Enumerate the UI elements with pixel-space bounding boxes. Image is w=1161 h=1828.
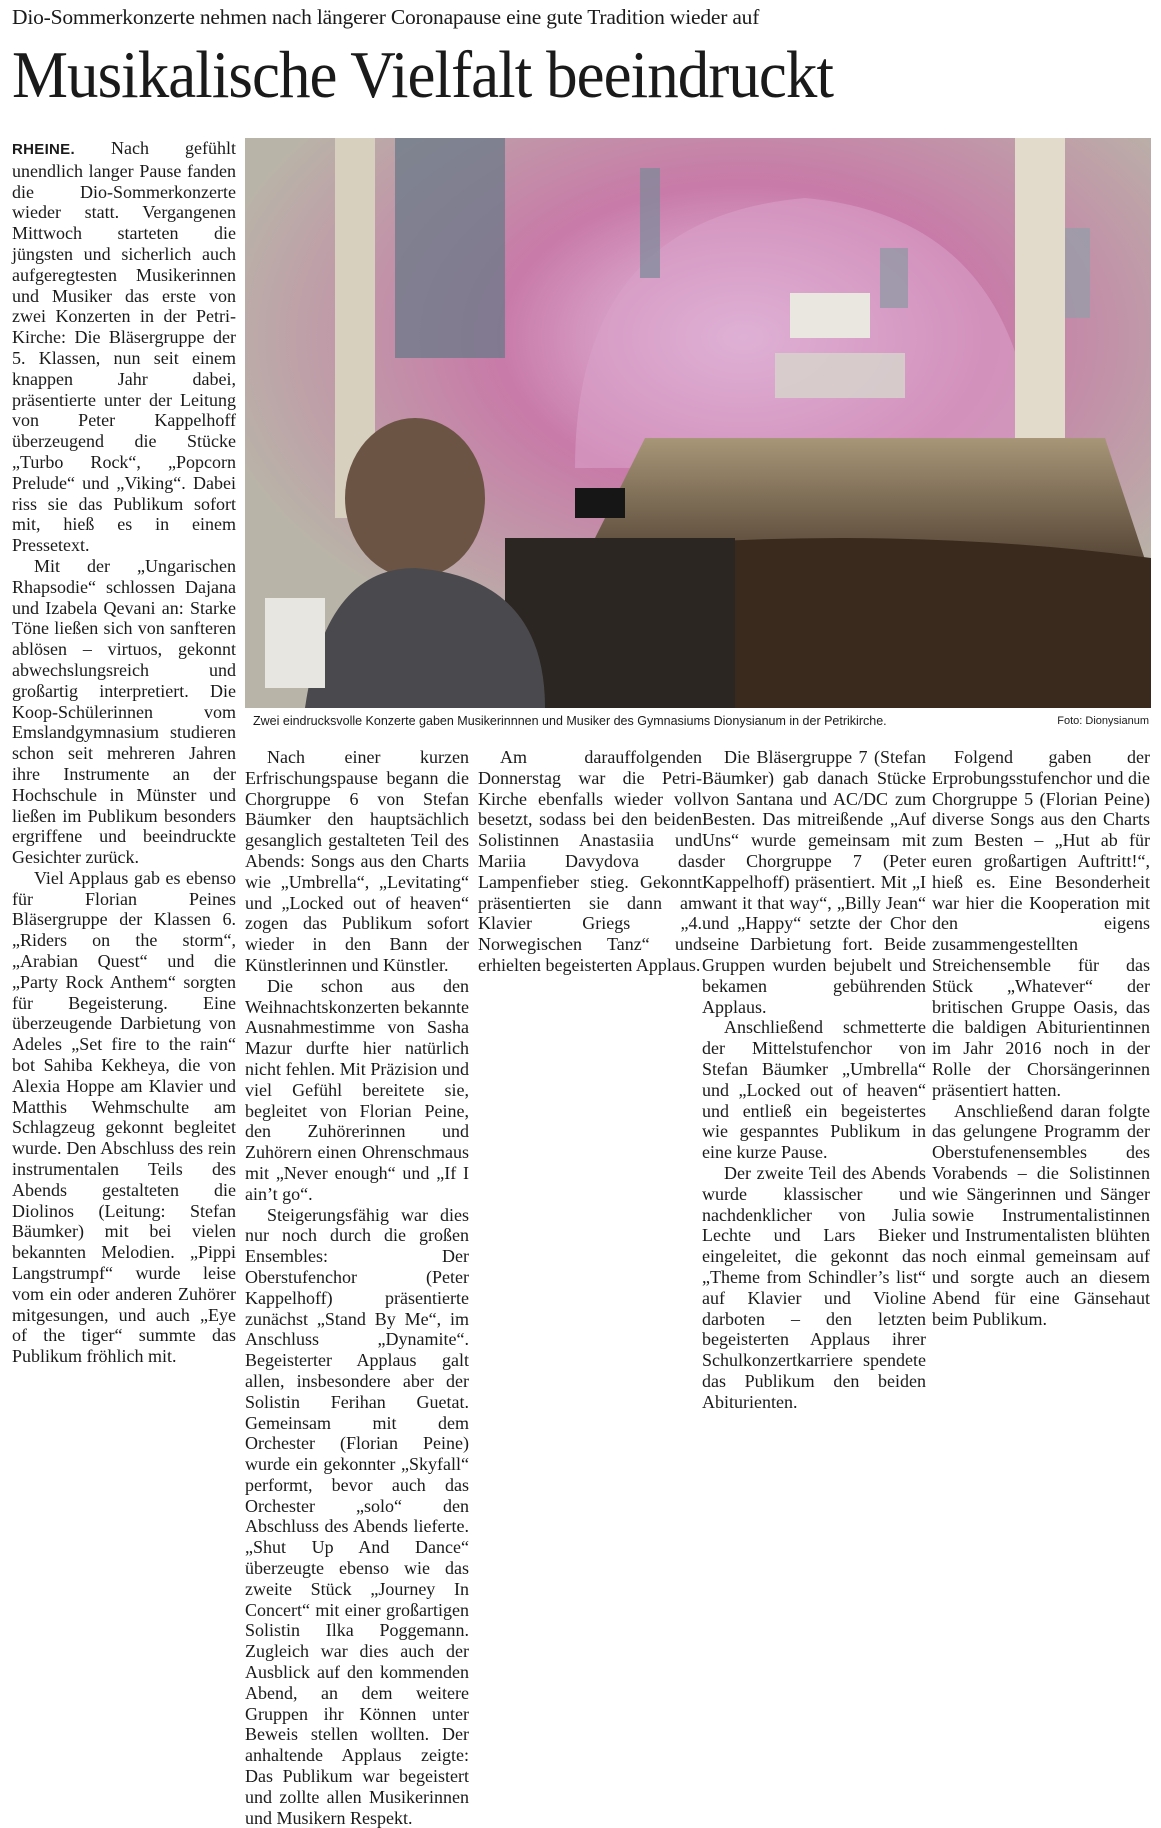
article-column-4 — [702, 747, 926, 1413]
article-column-1 — [12, 138, 236, 1367]
article-paragraph — [12, 138, 236, 556]
article-paragraph: Anschließend daran folgte das gelungene Programm der Oberstufenensembles des Vorabends – die Solistinnen wie Sängerinnen und Sänger sowie Instrumentalistinnen und Instrumentalisten blühten noch einmal gemeinsam auf und sorgte auch an diesem Abend für eine Gänsehaut beim Publikum. — [932, 1100, 1150, 1329]
article-paragraph: Steigerungsfähig war dies nur noch durch die großen Ensembles: Der Oberstufenchor (Peter Kappelhoff) präsentierte zunächst „Stand By Me“, im Anschluss „Dynamite“. Begeisterter Applaus galt allen, insbesondere aber der Solistin Ferihan Guetat. Gemeinsam mit dem Orchester (Florian Peine) wurde ein gekonnter „Skyfall“ performt, bevor auch das Orchester „solo“ den Abschluss des Abends lieferte. „Shut Up And Dance“ überzeugte ebenso wie das zweite Stück „Journey In Concert“ mit einer großartigen Solistin Ilka Poggemann. Zugleich war dies auch der Ausblick auf den kommenden Abend, an dem weitere Gruppen ihr Können unter Beweis stellen wollten. Der anhaltende Applaus zeigte: Das Publikum war begeistert und zollte allen Musikerinnen und Musikern Respekt. — [245, 1204, 469, 1828]
article-column-2 — [245, 747, 469, 1828]
article-paragraph: Nach einer kurzen Erfrischungspause begann die Chorgruppe 6 von Stefan Bäumker den hauptsächlich gesanglich gestalteten Teil des Abends: Songs aus den Charts wie „Umbrella“, „Levitating“ und „Locked out of heaven“ zogen das Publikum sofort wieder in den Bann der Künstlerinnen und Künstler. — [245, 747, 469, 975]
article-column-5 — [932, 747, 1150, 1329]
photo-caption — [245, 711, 1151, 733]
article-paragraph: Mit der „Ungarischen Rhapsodie“ schlossen Dajana und Izabela Qevani an: Starke Töne ließen sich von sanfteren ablösen – virtuos, gekonnt abwechslungsreich und großartig interpretiert. Die Koop-Schülerinnen vom Emslandgymnasium studieren schon seit mehreren Jahren ihre Instrumente an der Hochschule in Münster und ließen im Publikum besonders ergriffene und beeindruckte Gesichter zurück. — [12, 555, 236, 868]
article-paragraph: Die Bläsergruppe 7 (Stefan Bäumker) gab danach Stücke von Santana und AC/DC zum Besten. Das mitreißende „Auf Uns“ wurde gemeinsam mit der Chorgruppe 7 (Peter Kappelhoff) präsentiert. Mit „I want it that way“, „Billy Jean“ und „Happy“ setzte der Chor seine Darbietung fort. Beide Gruppen wurden bejubelt und bekamen gebührenden Applaus. — [702, 747, 926, 1017]
kicker-line: Dio-Sommerkonzerte nehmen nach längerer Coronapause eine gute Tradition wieder auf — [12, 5, 760, 29]
stained-glass-window — [395, 138, 505, 358]
dateline: RHEINE. — [12, 141, 75, 158]
article-paragraph: Die schon aus den Weihnachtskonzerten bekannte Ausnahmestimme von Sasha Mazur durfte hier natürlich nicht fehlen. Mit Präzision und viel Gefühl bereitete sie, begleitet von Florian Peine, den Zuhörerinnen und Zuhörern einen Ohrenschmaus mit „Never enough“ und „If I ain’t go“. — [245, 975, 469, 1204]
article-photo — [245, 138, 1151, 708]
headline: Musikalische Vielfalt beeindruckt — [12, 38, 834, 112]
article-paragraph: Viel Applaus gab es ebenso für Florian Peines Bläsergruppe der Klassen 6. „Riders on the storm“, „Arabian Quest“ und die „Party Rock Anthem“ sorgten für Begeisterung. Eine überzeugende Darbietung von Adeles „Set fire to the rain“ bot Sahiba Kekheya, die von Alexia Hoppe am Klavier und Matthis Wehmschulte am Schlagzeug gekonnt begleitet wurde. Den Abschluss des rein instrumentalen Teils des Abends gestalteten die Diolinos (Leitung: Stefan Bäumker) mit bei vielen bekannten Melodien. „Pippi Langstrumpf“ wurde leise vom ein oder anderen Zuhörer mitgesungen, und auch „Eye of the tiger“ summte das Publikum fröhlich mit. — [12, 867, 236, 1367]
projection-screen — [790, 293, 870, 338]
church-concert-photo — [245, 138, 1151, 708]
article-column-3 — [478, 747, 702, 976]
article-paragraph: Der zweite Teil des Abends wurde klassischer und nachdenklicher von Julia Lechte und Lars Bieker eingeleitet, die gekonnt das „Theme from Schindler’s list“ auf Klavier und Violine darboten – den letzten begeisterten Applaus ihrer Schulkonzertkarriere spendete das Publikum den beiden Abiturienten. — [702, 1162, 926, 1412]
article-paragraph: Anschließend schmetterte der Mittelstufenchor von Stefan Bäumker „Umbrella“ und „Locked out of heaven“ und entließ ein begeistertes wie gespanntes Publikum in eine kurze Pause. — [702, 1017, 926, 1163]
paragraph-text: Nach gefühlt unendlich langer Pause fanden die Dio-Sommerkonzerte wieder statt. Vergangenen Mittwoch starteten die jüngsten und sicherlich auch aufgeregtesten Musikerinnen und Musiker das erste von zwei Konzerten in der Petri-Kirche: Die Bläsergruppe der 5. Klassen, nun seit einem knappen Jahr dabei, präsentierte unter der Leitung von Peter Kappelhoff überzeugend die Stücke „Turbo Rock“, „Popcorn Prelude“ und „Viking“. Dabei riss sie das Publikum sofort mit, hieß es in einem Pressetext. — [12, 138, 237, 556]
photographer-head — [345, 418, 485, 578]
article-paragraph: Folgend gaben der Erprobungsstufenchor und die Chorgruppe 5 (Florian Peine) diverse Songs aus den Charts zum Besten – „Hut ab für euren großartigen Auftritt!“, hieß es. Eine Besonderheit war hier die Kooperation mit den eigens zusammengestellten Streichensemble für das Stück „Whatever“ der britischen Gruppe Oasis, das die baldigen Abiturientinnen im Jahr 2016 noch in der Rolle der Chorsängerinnen präsentiert hatten. — [932, 747, 1150, 1100]
caption-text: Zwei eindrucksvolle Konzerte gaben Musikerinnnen und Musiker des Gymnasiums Dionysianum in der Petrikirche. — [253, 714, 887, 728]
smartphone — [575, 488, 625, 518]
photo-credit: Foto: Dionysianum — [1057, 715, 1149, 727]
article-paragraph: Am darauffolgenden Donnerstag war die Petri-Kirche ebenfalls wieder voll besetzt, sodass bei den beiden Solistinnen Anastasiia und Mariia Davydova das Lampenfieber stieg. Gekonnt präsentierten sie dann am Klavier Griegs „4. Norwegischen Tanz“ und erhielten begeisterten Applaus. — [478, 747, 702, 975]
